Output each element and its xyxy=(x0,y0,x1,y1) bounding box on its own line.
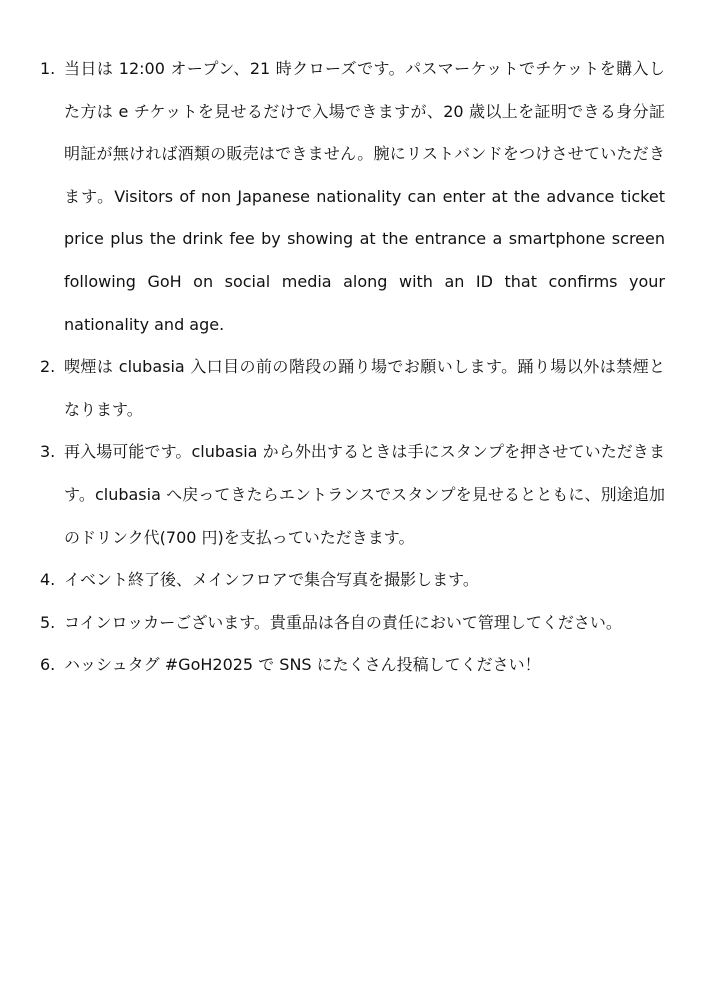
rule-text: ハッシュタグ #GoH2025 で SNS にたくさん投稿してください！ xyxy=(64,655,541,675)
rule-item-6 xyxy=(40,644,665,687)
rule-number: 5. xyxy=(40,612,56,632)
rule-item-5 xyxy=(40,602,665,645)
rule-text: 再入場可能です。clubasia から外出するときは手にスタンプを押させていただきます。clubasia へ戻ってきたらエントランスでスタンプを見せるとともに、別途追加のドリンク代(700 円)を支払っていただきます。 xyxy=(64,442,665,547)
rule-number: 1. xyxy=(40,59,56,78)
rule-item-4 xyxy=(40,559,665,602)
rule-item-3 xyxy=(40,431,665,559)
rule-text: 当日は 12:00 オープン、21 時クローズです。パスマーケットでチケットを購入した方は e チケットを見せるだけで入場できますが、20 歳以上を証明できる身分証明証が無ければ酒類の販売はできません。腕にリストバンドをつけさせていただきます。Visitors of non Japanese nationality can enter at the advance ticket price plus the drink fee by showing at the entrance a smartphone screen following GoH on social media along with an ID that confirms your nationality and age. xyxy=(64,59,665,334)
rule-text: 喫煙は clubasia 入口目の前の階段の踊り場でお願いします。踊り場以外は禁煙となります。 xyxy=(64,357,665,419)
rule-text: コインロッカーございます。貴重品は各自の責任において管理してください。 xyxy=(64,612,622,632)
rule-item-1 xyxy=(40,48,665,346)
rules-list xyxy=(40,48,665,687)
rule-number: 2. xyxy=(40,357,56,377)
rule-text: イベント終了後、メインフロアで集合写真を撮影します。 xyxy=(64,570,479,590)
rule-item-2 xyxy=(40,346,665,431)
rule-number: 3. xyxy=(40,442,56,462)
rule-number: 6. xyxy=(40,655,56,675)
rule-number: 4. xyxy=(40,570,56,590)
